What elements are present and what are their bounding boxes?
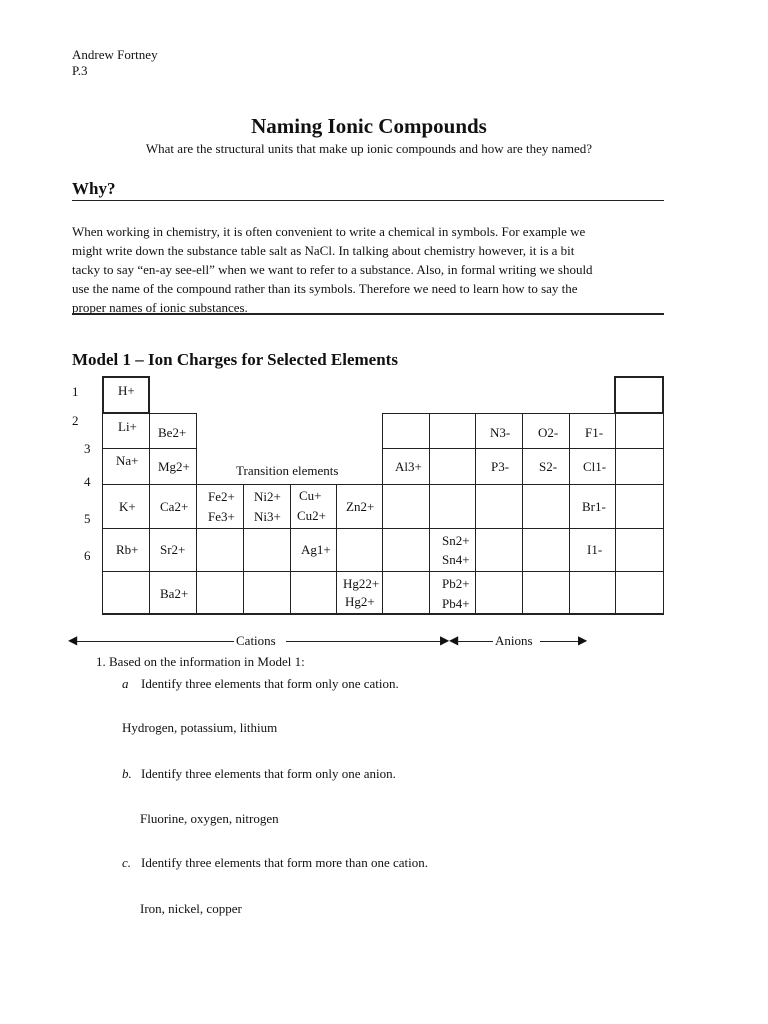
anions-arrow-line (540, 641, 580, 642)
cell-Po (522, 571, 570, 615)
arrow-right-icon: ▶ (578, 633, 588, 647)
why-line: use the name of the compound rather than its symbols. Therefore we need to learn how to say the (72, 281, 578, 296)
cell-Cs (102, 571, 150, 615)
ion-label: Br1- (582, 499, 606, 514)
ion-label: Ca2+ (160, 499, 189, 514)
why-line: tacky to say “en-ay see-ell” when we want to refer to a substance. Also, in formal writing we should (72, 262, 593, 277)
arrow-left-icon: ◀ (449, 633, 459, 647)
ion-label: S2- (539, 459, 558, 474)
transition-elements-label: Transition elements (236, 463, 339, 478)
page-subtitle: What are the structural units that make up ionic compounds and how are they named? (145, 141, 593, 156)
ion-label: Fe2+ (208, 489, 235, 504)
answer-text: Fluorine, oxygen, nitrogen (140, 811, 279, 826)
ion-label: Be2+ (158, 425, 187, 440)
student-period: P.3 (72, 63, 88, 78)
ion-label: Li+ (118, 419, 137, 434)
question-text: Identify three elements that form only one anion. (141, 766, 396, 781)
why-rule (72, 200, 664, 201)
question-text: Identify three elements that form more than one cation. (141, 855, 428, 870)
why-bottom-rule (72, 313, 664, 315)
arrow-right-icon: ▶ (440, 633, 450, 647)
anions-label: Anions (495, 633, 533, 648)
anions-arrow-line (457, 641, 493, 642)
question-letter: b. (122, 766, 132, 781)
cell-B (382, 413, 430, 449)
cell-Xe (615, 528, 664, 572)
cell-Rn (615, 571, 664, 615)
ion-label: N3- (490, 425, 511, 440)
cell-As (475, 484, 523, 529)
ion-label: Pb4+ (442, 596, 470, 611)
ion-label: Cu+ (299, 488, 322, 503)
cell-At (569, 571, 616, 615)
cell-Au (290, 571, 337, 615)
question-intro: 1. Based on the information in Model 1: (96, 654, 305, 669)
ion-label: Cl1- (583, 459, 607, 474)
cell-Os (196, 571, 244, 615)
ion-label: Cu2+ (297, 508, 327, 523)
cell-He (614, 376, 664, 414)
row-number: 5 (84, 511, 91, 526)
cell-Kr (615, 484, 664, 529)
cell-Sb (475, 528, 523, 572)
row-number: 1 (72, 384, 79, 399)
cell-C (429, 413, 476, 449)
ion-label: F1- (585, 425, 604, 440)
answer-text: Iron, nickel, copper (140, 901, 242, 916)
ion-label: Hg22+ (343, 576, 380, 591)
ion-label: K+ (119, 499, 136, 514)
why-line: might write down the substance table salt as NaCl. In talking about chemistry however, it is a bit (72, 243, 575, 258)
why-heading: Why? (72, 179, 116, 198)
ion-label: Pb2+ (442, 576, 470, 591)
cell-Ru (196, 528, 244, 572)
why-line: When working in chemistry, it is often convenient to write a chemical in symbols. For example we (72, 224, 586, 239)
answer-text: Hydrogen, potassium, lithium (122, 720, 278, 735)
row-number: 3 (84, 441, 91, 456)
ion-label: Hg2+ (345, 594, 375, 609)
cell-Ga (382, 484, 430, 529)
ion-label: P3- (491, 459, 510, 474)
cell-Pt (243, 571, 291, 615)
why-paragraph (72, 222, 664, 317)
cell-Tl (382, 571, 430, 615)
ion-label: Al3+ (395, 459, 422, 474)
cell-Pd (243, 528, 291, 572)
ion-label: Ag1+ (301, 542, 331, 557)
row-number: 4 (84, 474, 91, 489)
ion-label: I1- (587, 542, 603, 557)
ion-label: Sn4+ (442, 552, 470, 567)
cell-Ne (615, 413, 664, 449)
page-title: Naming Ionic Compounds (251, 114, 487, 138)
ion-label: Ba2+ (160, 586, 189, 601)
student-name: Andrew Fortney (72, 47, 158, 62)
question-text: Identify three elements that form only one cation. (141, 676, 399, 691)
cell-Cd (336, 528, 383, 572)
ion-label: Rb+ (116, 542, 139, 557)
question-letter: c. (122, 855, 132, 870)
cations-arrow-line (286, 641, 442, 642)
cell-Te (522, 528, 570, 572)
cell-Se (522, 484, 570, 529)
ion-label: H+ (118, 383, 135, 398)
arrow-left-icon: ◀ (68, 633, 78, 647)
ion-label: Ni3+ (254, 509, 281, 524)
model-heading: Model 1 – Ion Charges for Selected Elements (72, 350, 398, 369)
row-number: 6 (84, 548, 91, 563)
cell-Ge (429, 484, 476, 529)
ion-label: Sr2+ (160, 542, 186, 557)
ion-label: Zn2+ (346, 499, 375, 514)
cell-Bi (475, 571, 523, 615)
ion-label: O2- (538, 425, 559, 440)
question-letter: a (122, 676, 129, 691)
ion-label: Sn2+ (442, 533, 470, 548)
cell-Si (429, 448, 476, 485)
ion-label: Ni2+ (254, 489, 281, 504)
cell-In (382, 528, 430, 572)
ion-label: Na+ (116, 453, 139, 468)
row-number: 2 (72, 413, 79, 428)
ion-label: Mg2+ (158, 459, 190, 474)
why-line: proper names of ionic substances. (72, 300, 248, 315)
cations-label: Cations (236, 633, 276, 648)
ion-label: Fe3+ (208, 509, 235, 524)
cell-Ar (615, 448, 664, 485)
cations-arrow-line (76, 641, 234, 642)
